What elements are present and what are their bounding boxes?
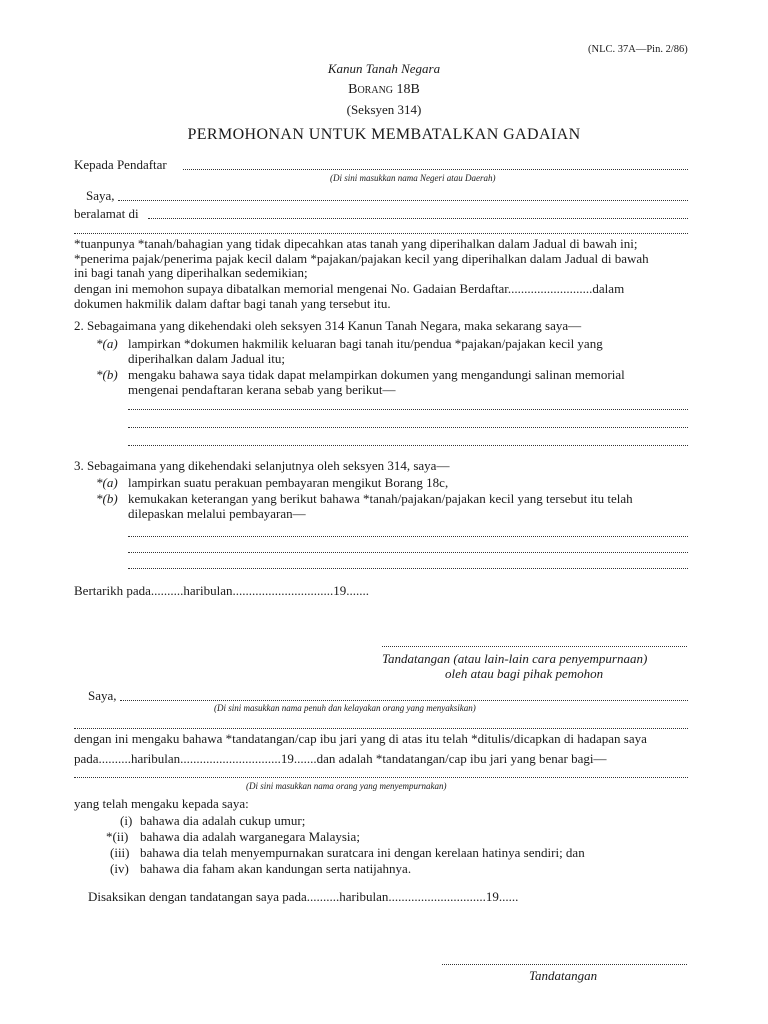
page-title: PERMOHONAN UNTUK MEMBATALKAN GADAIAN: [187, 126, 581, 143]
section-3b-line-2: dilepaskan melalui pembayaran—: [128, 506, 306, 521]
item-iv-text: bahawa dia faham akan kandungan serta natijahnya.: [140, 861, 412, 876]
applicant-name-field[interactable]: [118, 200, 688, 201]
saya-label: Saya,: [86, 188, 115, 203]
witness-line-2: pada..........haribulan...............................19.......dan adalah *tandatangan/cap ibu jari yang benar bagi—: [74, 751, 607, 766]
section-2-heading: 2. Sebagaimana yang dikehendaki oleh seksyen 314 Kanun Tanah Negara, maka sekarang saya—: [74, 318, 582, 333]
witness-signature-field[interactable]: [442, 964, 687, 965]
witness-qualification-field[interactable]: [74, 728, 688, 729]
witness-name-field[interactable]: [120, 700, 688, 701]
item-iii-text: bahawa dia telah menyempurnakan suratcara ini dengan kerelaan hatinya sendiri; dan: [140, 845, 585, 860]
item-ii-text: bahawa dia adalah warganegara Malaysia;: [140, 829, 360, 844]
beralamat-label: beralamat di: [74, 206, 139, 221]
section-2a-line-2: diperihalkan dalam Jadual itu;: [128, 351, 286, 366]
executant-name-field[interactable]: [74, 777, 688, 778]
applicant-signature-field[interactable]: [382, 646, 687, 647]
section-3b-marker: *(b): [96, 491, 118, 506]
address-field-1[interactable]: [148, 218, 688, 219]
executant-name-hint: (Di sini masukkan nama orang yang menyempurnakan): [246, 781, 447, 791]
section-3-heading: 3. Sebagaimana yang dikehendaki selanjutnya oleh seksyen 314, saya—: [74, 458, 450, 473]
act-name: Kanun Tanah Negara: [327, 61, 441, 76]
section-3a-line-1: lampirkan suatu perakuan pembayaran mengikut Borang 18c,: [128, 475, 449, 490]
witness-intro: yang telah mengaku kepada saya:: [74, 796, 249, 811]
applicant-signature-label-1: Tandatangan (atau lain-lain cara penyempurnaan): [382, 651, 648, 666]
intro-line-4: dengan ini memohon supaya dibatalkan memorial mengenai No. Gadaian Berdaftar..........................dalam: [74, 281, 625, 296]
form-reference-code: (NLC. 37A—Pin. 2/86): [588, 44, 688, 55]
section-reference: (Seksyen 314): [346, 102, 422, 117]
witness-line-1: dengan ini mengaku bahawa *tandatangan/cap ibu jari yang di atas itu telah *ditulis/dicapkan di hadapan saya: [74, 731, 647, 746]
kepada-pendaftar-label: Kepada Pendaftar: [74, 157, 167, 172]
disaksikan-line: Disaksikan dengan tandatangan saya pada..........haribulan..............................19......: [88, 889, 519, 904]
section-3b-line-1: kemukakan keterangan yang berikut bahawa *tanah/pajakan/pajakan kecil yang tersebut itu telah: [128, 491, 633, 506]
address-field-2[interactable]: [74, 233, 688, 234]
intro-line-5: dokumen hakmilik dalam daftar bagi tanah yang tersebut itu.: [74, 296, 391, 311]
section-2b-line-1: mengaku bahawa saya tidak dapat melampirkan dokumen yang mengandungi salinan memorial: [128, 367, 625, 382]
kepada-pendaftar-field[interactable]: [183, 169, 688, 170]
item-iii-marker: (iii): [110, 845, 130, 860]
payment-evidence-field-3[interactable]: [128, 568, 688, 569]
section-2a-marker: *(a): [96, 336, 118, 351]
section-3a-marker: *(a): [96, 475, 118, 490]
reason-field-3[interactable]: [128, 445, 688, 446]
witness-name-hint: (Di sini masukkan nama penuh dan kelayakan orang yang menyaksikan): [214, 703, 476, 713]
reason-field-1[interactable]: [128, 409, 688, 410]
item-i-text: bahawa dia adalah cukup umur;: [140, 813, 306, 828]
intro-line-3: ini bagi tanah yang diperihalkan sedemikian;: [74, 265, 308, 280]
item-i-marker: (i): [120, 813, 133, 828]
item-iv-marker: (iv): [110, 861, 129, 876]
reason-field-2[interactable]: [128, 427, 688, 428]
section-2a-line-1: lampirkan *dokumen hakmilik keluaran bagi tanah itu/pendua *pajakan/pajakan kecil yang: [128, 336, 603, 351]
witness-signature-label: Tandatangan: [529, 968, 598, 983]
kepada-hint: (Di sini masukkan nama Negeri atau Daerah): [330, 173, 496, 183]
payment-evidence-field-2[interactable]: [128, 552, 688, 553]
payment-evidence-field-1[interactable]: [128, 536, 688, 537]
dated-line: Bertarikh pada..........haribulan...............................19.......: [74, 583, 369, 598]
item-ii-marker: *(ii): [106, 829, 129, 844]
intro-line-2: *penerima pajak/penerima pajak kecil dalam *pajakan/pajakan kecil yang diperihalkan dalam Jadual di bawah: [74, 251, 649, 266]
intro-line-1: *tuanpunya *tanah/bahagian yang tidak dipecahkan atas tanah yang diperihalkan dalam Jadual di bawah ini;: [74, 236, 638, 251]
witness-saya-label: Saya,: [88, 688, 117, 703]
form-number: Borang 18B: [348, 82, 420, 97]
applicant-signature-label-2: oleh atau bagi pihak pemohon: [445, 666, 604, 681]
section-2b-marker: *(b): [96, 367, 118, 382]
section-2b-line-2: mengenai pendaftaran kerana sebab yang berikut—: [128, 382, 396, 397]
